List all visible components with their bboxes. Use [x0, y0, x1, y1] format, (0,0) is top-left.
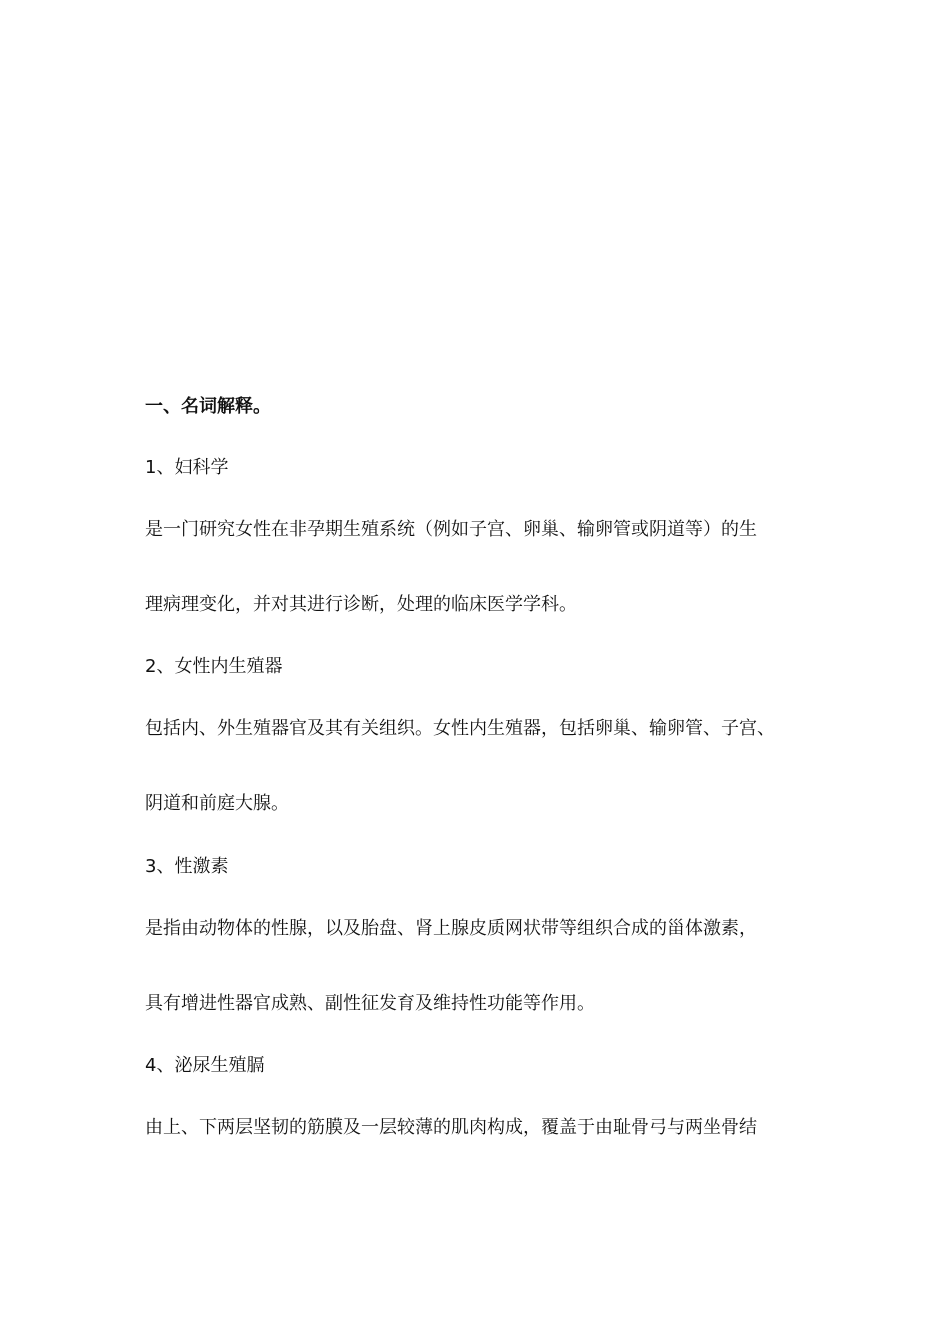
term-definition-line: 是指由动物体的性腺，以及胎盘、肾上腺皮质网状带等组织合成的甾体激素，	[145, 918, 757, 939]
term-definition-line: 阴道和前庭大腺。	[145, 793, 289, 814]
term-definition-line: 具有增进性器官成熟、副性征发育及维持性功能等作用。	[145, 993, 595, 1014]
term-title-1: 1、妇科学	[145, 457, 229, 478]
term-title-4: 4、泌尿生殖膈	[145, 1055, 265, 1076]
term-title-3: 3、性激素	[145, 856, 229, 877]
term-title-2: 2、女性内生殖器	[145, 656, 283, 677]
section-heading: 一、名词解释。	[145, 396, 271, 417]
term-definition-line: 包括内、外生殖器官及其有关组织。女性内生殖器，包括卵巢、输卵管、子宫、	[145, 718, 775, 739]
term-definition-line: 由上、下两层坚韧的筋膜及一层较薄的肌肉构成，覆盖于由耻骨弓与两坐骨结	[145, 1117, 757, 1138]
term-definition-line: 理病理变化，并对其进行诊断，处理的临床医学学科。	[145, 594, 577, 615]
term-definition-line: 是一门研究女性在非孕期生殖系统（例如子宫、卵巢、输卵管或阴道等）的生	[145, 519, 757, 540]
